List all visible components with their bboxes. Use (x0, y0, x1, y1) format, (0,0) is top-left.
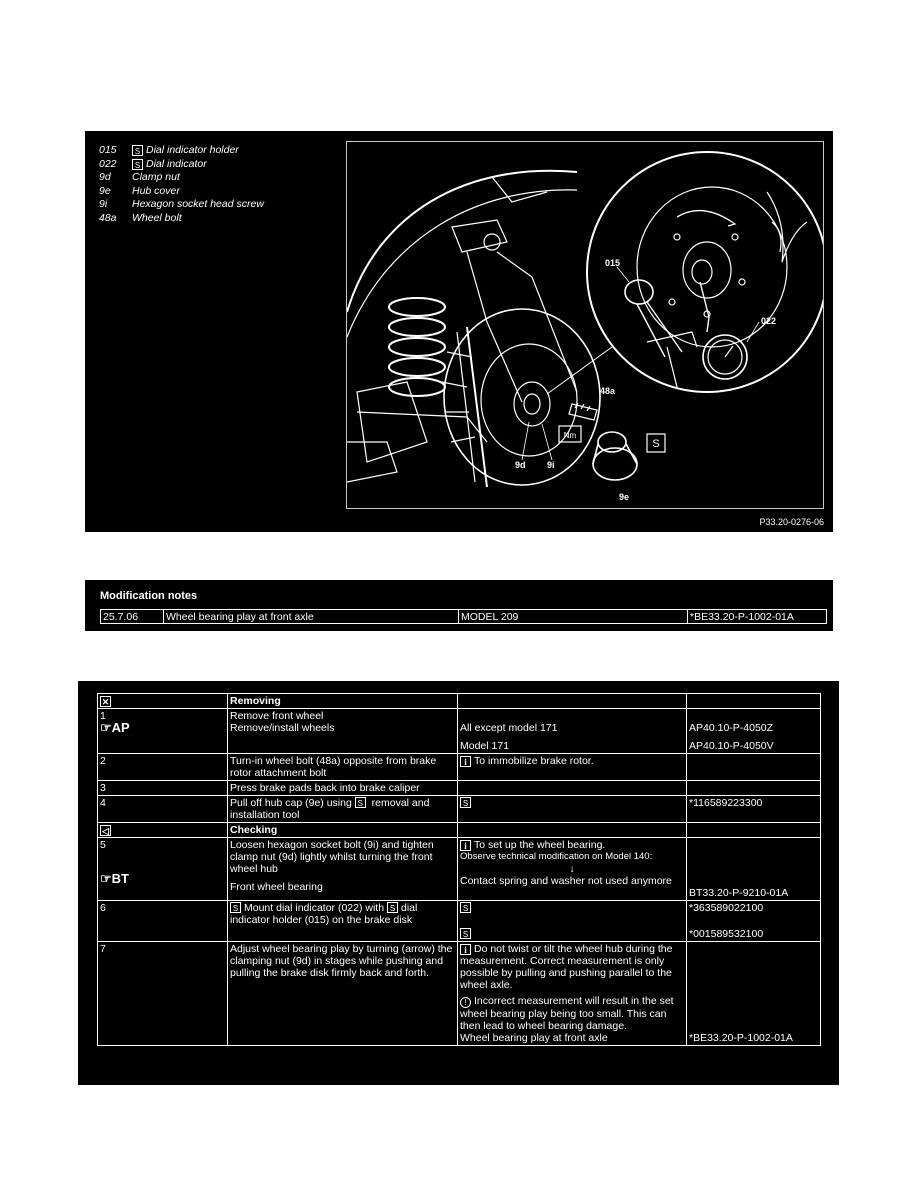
step-number: 2 (98, 754, 228, 781)
step-text: Remove front wheel (230, 710, 324, 722)
table-row (98, 838, 821, 901)
legend-row (99, 212, 264, 226)
reference-link[interactable]: *116589223300 (687, 796, 821, 823)
step-number: 4 (98, 796, 228, 823)
special-tool-icon: S (132, 145, 143, 156)
table-row (98, 796, 821, 823)
step-number: 7 (98, 942, 228, 1046)
legend-label: Clamp nut (132, 171, 180, 183)
legend-code: 9e (99, 184, 111, 197)
checking-icon: ◁ (100, 825, 111, 836)
reference-link[interactable]: BT33.20-P-9210-01A (689, 887, 789, 899)
special-tool-icon: S (132, 159, 143, 170)
legend-code: 9d (99, 171, 111, 183)
step-text: Front wheel bearing (230, 881, 323, 893)
step-text: Turn-in wheel bolt (48a) opposite from brake rotor attachment bolt (228, 754, 458, 781)
step-number: 6 (98, 901, 228, 942)
step-text: Pull off hub cap (9e) using (230, 797, 352, 809)
step-note: Do not twist or tilt the wheel hub during the measurement. Correct measurement is only possible by pulling and pushing parallel to the wheel axle. (460, 943, 673, 991)
callout-9e: 9e (619, 492, 630, 502)
legend-code: 9i (99, 198, 108, 210)
fender-arch (347, 171, 577, 312)
info-icon: i (460, 756, 471, 767)
legend-code: 48a (99, 211, 117, 224)
legend-row (99, 198, 264, 212)
warning-icon: ! (460, 997, 471, 1008)
mod-model: MODEL 209 (459, 610, 688, 624)
legend-label: Dial indicator (146, 157, 207, 170)
table-row (98, 823, 821, 838)
procedure-table (97, 693, 821, 1046)
callout-48a: 48a (600, 386, 616, 396)
figure-id: P33.20-0276-06 (759, 517, 824, 527)
info-icon: i (460, 944, 471, 955)
step-text: Loosen hexagon socket bolt (9i) and tighten clamp nut (9d) lightly whilst turning the front wheel hub (230, 839, 434, 875)
svg-text:S: S (652, 438, 660, 450)
table-row (98, 694, 821, 709)
torque-label: Nm (563, 431, 577, 440)
step-note: All except model 171 (460, 722, 558, 734)
modification-notes-title: Modification notes (100, 590, 198, 602)
table-row (98, 754, 821, 781)
step-note: To set up the wheel bearing. (474, 839, 606, 851)
ap-reference[interactable] (100, 722, 130, 734)
figure-panel (85, 131, 833, 532)
reference-link[interactable]: AP40.10-P-4050Z (689, 722, 774, 734)
step-note: Incorrect measurement will result in the set wheel bearing play being too small. This can then lead to wheel bearing damage. (460, 995, 674, 1032)
step-text: Remove/install wheels (230, 722, 335, 734)
table-row (98, 942, 821, 1046)
ap-label: AP (111, 720, 130, 735)
removing-icon-cell (98, 694, 228, 709)
callout-9i: 9i (547, 460, 555, 470)
legend-row (99, 171, 264, 185)
callout-015: 015 (605, 258, 621, 268)
step-number: 5 (100, 839, 106, 851)
reference-link[interactable]: *001589532100 (689, 928, 764, 940)
special-tool-icon: S (230, 902, 241, 913)
legend-label: Hub cover (132, 184, 180, 197)
step-text: Press brake pads back into brake caliper (228, 781, 458, 796)
bt-label: BT (111, 871, 129, 886)
special-tool-icon: S (460, 928, 471, 939)
section-heading: Checking (228, 823, 458, 838)
legend-row (99, 158, 264, 172)
legend-row (99, 144, 264, 158)
arrow-down-icon: ↓ (569, 863, 575, 875)
modification-notes-panel (85, 580, 833, 631)
hub-cover-9e (593, 432, 637, 480)
pointing-hand-icon: ☞ (100, 871, 112, 886)
reference-link[interactable]: *BE33.20-P-1002-01A (687, 942, 821, 1046)
removing-icon: ✕ (101, 697, 110, 707)
step-note: Model 171 (460, 740, 510, 752)
special-tool-icon: S (460, 797, 471, 808)
step-text: Mount dial indicator (022) with (244, 902, 385, 914)
special-tool-icon: S (387, 902, 398, 913)
step-note: To immobilize brake rotor. (474, 755, 594, 767)
step-number: 1 (100, 710, 106, 722)
step-text: dial indicator holder (015) on the brake disk (230, 902, 418, 926)
table-row (98, 781, 821, 796)
procedure-panel (78, 681, 839, 1085)
callout-9d: 9d (515, 460, 526, 470)
legend-label: Wheel bolt (132, 211, 182, 224)
step-text: Adjust wheel bearing play by turning (arrow) the clamping nut (9d) in stages while pushing and pulling the brake disk firmly back and forth. (228, 942, 458, 1046)
table-row (98, 901, 821, 942)
coil-spring (389, 298, 445, 396)
special-tool-icon: S (460, 902, 471, 913)
step-text: removal and installation tool (230, 797, 430, 821)
modification-notes-table (100, 609, 827, 624)
step-note: Contact spring and washer not used anymore (460, 875, 672, 887)
legend-label: Hexagon socket head screw (132, 198, 264, 210)
section-heading: Removing (228, 694, 458, 709)
mod-description: Wheel bearing play at front axle (164, 610, 459, 624)
step-number: 3 (98, 781, 228, 796)
legend-code: 015 (99, 144, 117, 156)
pointing-hand-icon: ☞ (100, 720, 112, 735)
legend-code: 022 (99, 157, 117, 170)
callout-022: 022 (761, 316, 777, 326)
reference-link[interactable]: *363589022100 (689, 902, 764, 914)
info-icon: i (460, 840, 471, 851)
table-row (98, 709, 821, 754)
mod-date: 25.7.06 (101, 610, 164, 624)
technical-illustration (346, 141, 824, 509)
figure-legend (99, 144, 264, 225)
special-tool-icon: S (355, 797, 366, 808)
detail-magnifier (587, 152, 823, 392)
legend-label: Dial indicator holder (146, 144, 239, 156)
legend-row (99, 185, 264, 199)
bt-reference[interactable] (100, 873, 129, 885)
table-row (101, 610, 827, 624)
step-note: Observe technical modification on Model 140: (460, 851, 653, 862)
mod-reference-link[interactable]: *BE33.20-P-1002-01A (688, 610, 827, 624)
reference-link[interactable]: AP40.10-P-4050V (689, 740, 774, 752)
reference-link[interactable]: Wheel bearing play at front axle (460, 1032, 608, 1044)
